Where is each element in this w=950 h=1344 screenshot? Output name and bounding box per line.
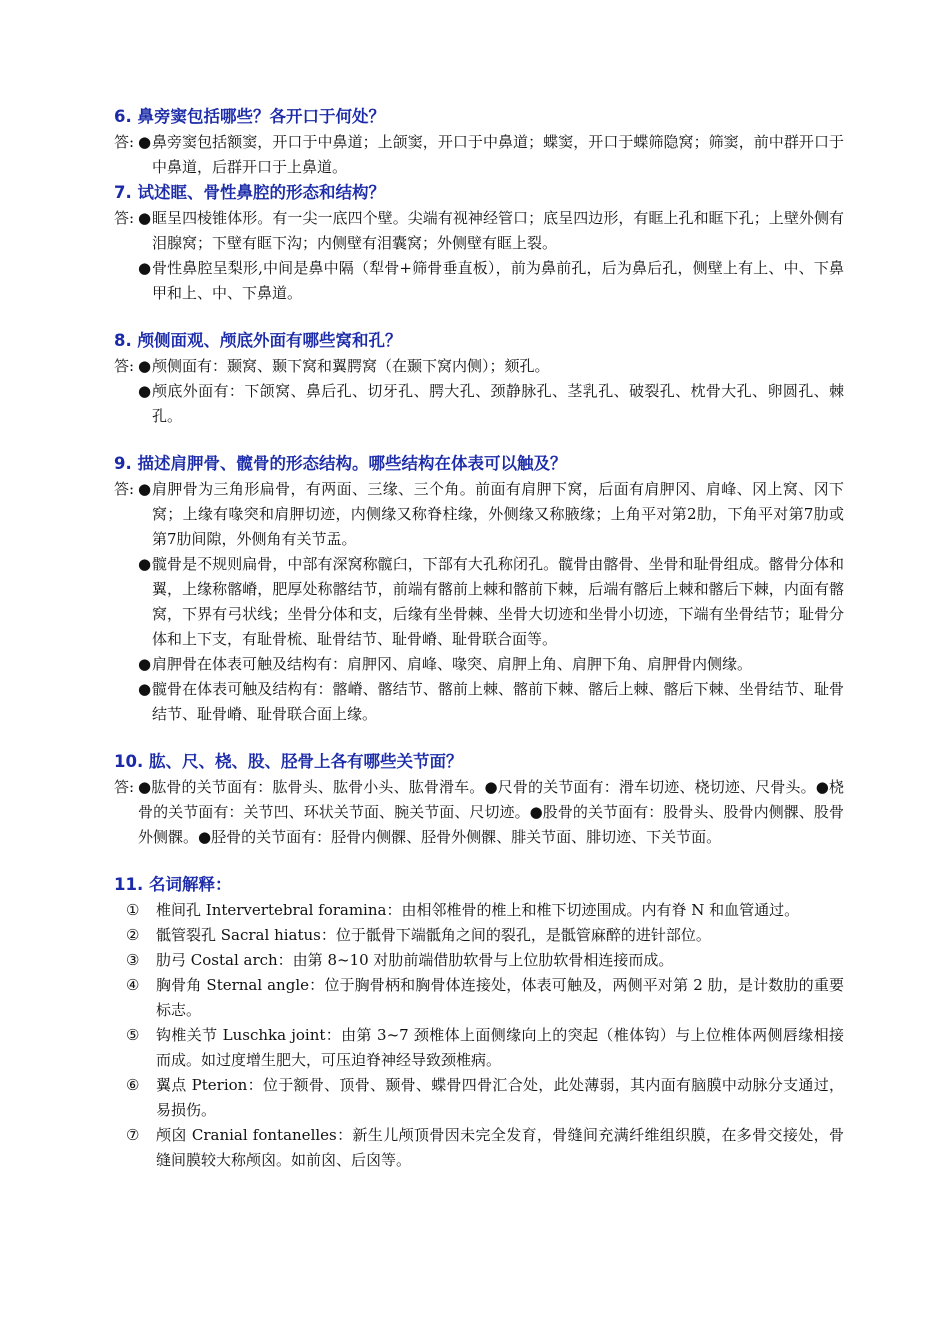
- item-number: ②: [126, 926, 140, 944]
- answer-9-bullet-2: [138, 552, 844, 652]
- item-number: ①: [126, 901, 140, 919]
- answer-9-bullet-3: [138, 652, 844, 677]
- answer-9-bullet-4: [138, 677, 844, 727]
- item-text: 翼点 Pterion：位于额骨、顶骨、颞骨、蝶骨四骨汇合处，此处薄弱，其内面有脑膜中动脉分支通过，易损伤。: [156, 1076, 844, 1119]
- question-8: [114, 328, 844, 429]
- answer-label: 答:: [114, 357, 135, 375]
- answer-label: 答:: [114, 133, 135, 151]
- document-content: [114, 104, 844, 1173]
- bullet-text: 鼻旁窦包括额窦，开口于中鼻道；上颌窦，开口于中鼻道；蝶窦，开口于蝶筛隐窝；筛窦，前中群开口于中鼻道，后群开口于上鼻道。: [152, 133, 844, 176]
- question-6-title: 6. 鼻旁窦包括哪些？各开口于何处？: [114, 107, 385, 126]
- answer-7-bullet-1: [138, 206, 844, 256]
- bullet-text: 髋骨是不规则扁骨，中部有深窝称髋臼，下部有大孔称闭孔。髋骨由髂骨、坐骨和耻骨组成。髂骨分体和翼，上缘称髂嵴，肥厚处称髂结节，前端有髂前上棘和髂前下棘，后端有髂后上棘和髂后下棘，内面有髂窝，下界有弓状线；坐骨分体和支，后缘有坐骨棘、坐骨大切迹和坐骨小切迹，下端有坐骨结节；耻骨分体和上下支，有耻骨梳、耻骨结节、耻骨嵴、耻骨联合面等。: [152, 555, 844, 648]
- item-text: 颅囟 Cranial fontanelles：新生儿颅顶骨因未完全发育，骨缝间充满纤维组织膜，在多骨交接处，骨缝间膜较大称颅囟。如前囟、后囟等。: [156, 1126, 844, 1169]
- bullet-mark: ●: [138, 209, 152, 227]
- answer-6: [114, 130, 844, 180]
- item-number: ③: [126, 951, 140, 969]
- bullet-text: 肩胛骨在体表可触及结构有：肩胛冈、肩峰、喙突、肩胛上角、肩胛下角、肩胛骨内侧缘。: [152, 655, 753, 673]
- question-7: [114, 180, 844, 306]
- answer-label: 答:: [114, 480, 135, 498]
- bullet-mark: ●: [138, 680, 152, 698]
- bullet-text: 骨性鼻腔呈梨形,中间是鼻中隔（犁骨+筛骨垂直板），前为鼻前孔，后为鼻后孔，侧壁上有上、中、下鼻甲和上、中、下鼻道。: [152, 259, 844, 302]
- question-11-title: 11. 名词解释：: [114, 875, 232, 894]
- bullet-text: 髋骨在体表可触及结构有：髂嵴、髂结节、髂前上棘、髂前下棘、髂后上棘、髂后下棘、坐骨结节、耻骨结节、耻骨嵴、耻骨联合面上缘。: [152, 680, 844, 723]
- glossary-list: [114, 898, 844, 1173]
- glossary-item: [114, 973, 844, 1023]
- bullet-mark: ●: [138, 382, 152, 400]
- item-text: 胸骨角 Sternal angle：位于胸骨柄和胸骨体连接处，体表可触及，两侧平对第 2 肋，是计数肋的重要标志。: [156, 976, 844, 1019]
- glossary-item: [114, 923, 844, 948]
- bullet-mark: ●: [138, 480, 152, 498]
- answer-6-bullet-1: [138, 130, 844, 180]
- glossary-item: [114, 898, 844, 923]
- spacer: [114, 306, 844, 328]
- bullet-text: 颅底外面有：下颌窝、鼻后孔、切牙孔、腭大孔、颈静脉孔、茎乳孔、破裂孔、枕骨大孔、卵圆孔、棘孔。: [152, 382, 844, 425]
- answer-label: 答:: [114, 209, 135, 227]
- bullet-mark: ●: [138, 555, 152, 573]
- item-number: ⑥: [126, 1076, 140, 1094]
- item-number: ⑦: [126, 1126, 140, 1144]
- bullet-mark: ●: [138, 655, 152, 673]
- glossary-item: [114, 1073, 844, 1123]
- item-number: ④: [126, 976, 140, 994]
- question-7-title: 7. 试述眶、骨性鼻腔的形态和结构？: [114, 183, 385, 202]
- question-11: [114, 872, 844, 1173]
- question-6: [114, 104, 844, 180]
- spacer: [114, 850, 844, 872]
- bullet-mark: ●: [138, 357, 152, 375]
- glossary-item: [114, 1023, 844, 1073]
- answer-10: [114, 775, 844, 850]
- answer-9-bullet-1: [138, 477, 844, 552]
- glossary-item: [114, 948, 844, 973]
- glossary-item: [114, 1123, 844, 1173]
- item-text: 钩椎关节 Luschka joint：由第 3~7 颈椎体上面侧缘向上的突起（椎体钩）与上位椎体两侧唇缘相接而成。如过度增生肥大，可压迫脊神经导致颈椎病。: [156, 1026, 844, 1069]
- answer-8: [114, 354, 844, 429]
- question-9: [114, 451, 844, 727]
- item-text: 肋弓 Costal arch：由第 8~10 对肋前端借肋软骨与上位肋软骨相连接而成。: [156, 951, 674, 969]
- spacer: [114, 727, 844, 749]
- item-text: 骶管裂孔 Sacral hiatus：位于骶骨下端骶角之间的裂孔，是骶管麻醉的进针部位。: [156, 926, 711, 944]
- bullet-mark: ●: [138, 133, 152, 151]
- answer-8-bullet-1: [138, 354, 844, 379]
- bullet-mark: ●: [138, 259, 152, 277]
- answer-10-text: ●肱骨的关节面有：肱骨头、肱骨小头、肱骨滑车。●尺骨的关节面有：滑车切迹、桡切迹、尺骨头。●桡骨的关节面有：关节凹、环状关节面、腕关节面、尺切迹。●股骨的关节面有：股骨头、股骨内侧髁、股骨外侧髁。●胫骨的关节面有：胫骨内侧髁、胫骨外侧髁、腓关节面、腓切迹、下关节面。: [138, 778, 844, 846]
- item-number: ⑤: [126, 1026, 140, 1044]
- spacer: [114, 429, 844, 451]
- answer-7-bullet-2: [138, 256, 844, 306]
- question-8-title: 8. 颅侧面观、颅底外面有哪些窝和孔？: [114, 331, 402, 350]
- question-10: [114, 749, 844, 850]
- item-text: 椎间孔 Intervertebral foramina：由相邻椎骨的椎上和椎下切迹围成。内有脊 N 和血管通过。: [156, 901, 800, 919]
- question-10-title: 10. 肱、尺、桡、股、胫骨上各有哪些关节面？: [114, 752, 463, 771]
- answer-7: [114, 206, 844, 306]
- answer-8-bullet-2: [138, 379, 844, 429]
- bullet-text: 肩胛骨为三角形扁骨，有两面、三缘、三个角。前面有肩胛下窝，后面有肩胛冈、肩峰、冈上窝、冈下窝；上缘有喙突和肩胛切迹，内侧缘又称脊柱缘，外侧缘又称腋缘；上角平对第2肋，下角平对第7肋或第7肋间隙，外侧角有关节盂。: [152, 480, 844, 548]
- answer-label: 答:: [114, 778, 135, 796]
- bullet-text: 眶呈四棱锥体形。有一尖一底四个壁。尖端有视神经管口；底呈四边形，有眶上孔和眶下孔；上壁外侧有泪腺窝；下壁有眶下沟；内侧壁有泪囊窝；外侧壁有眶上裂。: [152, 209, 844, 252]
- answer-9: [114, 477, 844, 727]
- question-9-title: 9. 描述肩胛骨、髋骨的形态结构。哪些结构在体表可以触及？: [114, 454, 567, 473]
- bullet-text: 颅侧面有：颞窝、颞下窝和翼腭窝（在颞下窝内侧）；颏孔。: [152, 357, 550, 375]
